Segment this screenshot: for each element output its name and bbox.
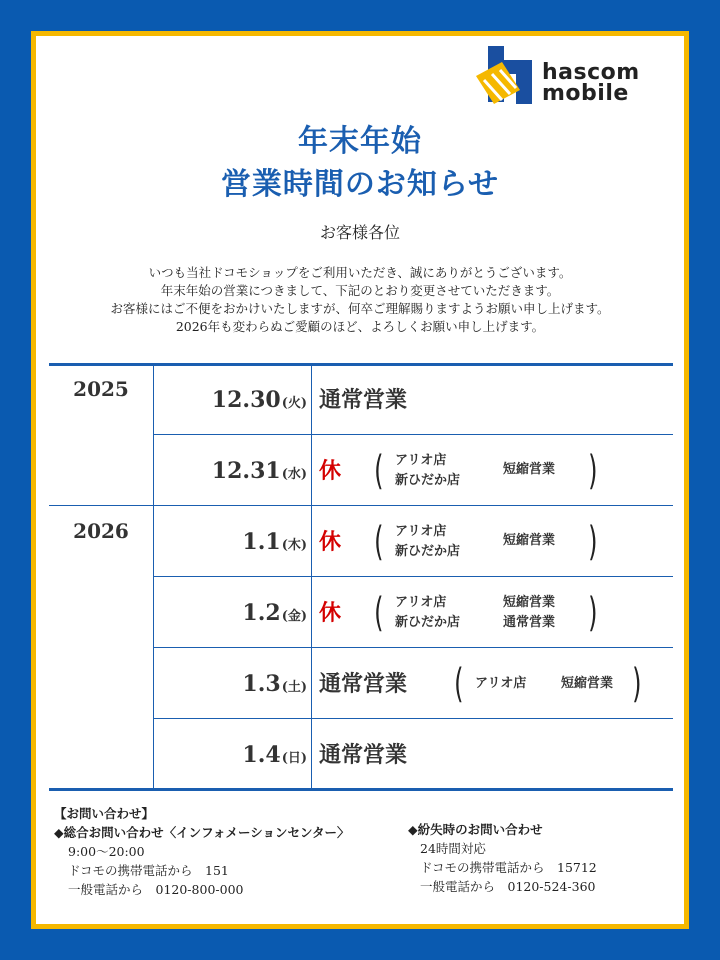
greeting: お客様各位 [319,223,400,242]
logo-text-hascom: hascom [542,60,640,85]
status-cell [311,507,669,578]
contact-general-landline: 一般電話から 0120-800-000 [68,882,244,897]
contact-general [54,804,350,899]
logo-text-mobile: mobile [542,81,629,106]
close-paren: ) [588,519,598,565]
status-cell [311,578,669,649]
store-name: アリオ店 [395,595,447,610]
day-of-week: (金) [281,609,307,624]
title-line-1: 年末年始 [298,124,422,159]
date-cell [153,578,307,649]
status-cell [311,365,669,436]
day-of-week: (木) [281,538,307,553]
open-paren: ( [374,590,384,636]
day-of-week: (水) [281,467,307,482]
contact-lost-landline: 一般電話から 0120-524-360 [420,879,596,894]
day-of-week: (日) [281,751,307,766]
day-of-week: (土) [281,680,307,695]
store-hours: 短縮営業 [503,533,556,548]
store-name: アリオ店 [395,524,447,539]
store-hours: 通常営業 [503,615,556,630]
open-paren: ( [374,448,384,494]
contact-general-hours: 9:00～20:00 [68,844,145,859]
store-hours: 短縮営業 [503,462,556,477]
store-hours: 短縮営業 [561,676,614,691]
day-of-week: (火) [281,396,307,411]
open-paren: ( [374,519,384,565]
message-line: 年末年始の営業につきまして、下記のとおり変更させていただきます。 [160,283,560,298]
close-paren: ) [632,661,642,707]
date-cell [153,720,307,791]
contact-lost-hours: 24時間対応 [420,841,486,856]
message-line: 2026年も変わらぬご愛顧のほど、よろしくお願い申し上げます。 [175,319,545,334]
date-value: 12.30 [211,387,281,413]
status-open: 通常営業 [319,743,408,768]
contact-general-docomo: ドコモの携帯電話から 151 [68,863,229,878]
date-cell [153,649,307,720]
store-name: アリオ店 [475,676,527,691]
contact-heading: 【お問い合わせ】 [54,806,155,821]
contact-lost-title: ◆紛失時のお問い合わせ [408,822,543,837]
status-closed: 休 [319,459,342,484]
title-line-2: 営業時間のお知らせ [220,167,500,202]
store-hours: 短縮営業 [503,595,556,610]
date-value: 1.2 [242,600,281,626]
status-closed: 休 [319,530,342,555]
date-value: 12.31 [211,458,281,484]
schedule-table [49,363,673,791]
message-line: いつも当社ドコモショップをご利用いただき、誠にありがとうございます。 [148,265,572,280]
store-name: 新ひだか店 [395,544,461,559]
date-value: 1.3 [242,671,281,697]
status-open: 通常営業 [319,388,408,413]
open-paren: ( [454,661,464,707]
date-value: 1.1 [242,529,281,555]
status-cell [311,720,669,791]
logo-wordmark [542,62,640,104]
year-2025: 2025 [73,377,129,401]
hascom-mobile-logo [476,44,676,104]
logo-mark-icon [476,44,540,106]
status-cell [311,436,669,507]
status-open: 通常営業 [319,672,408,697]
status-closed: 休 [319,601,342,626]
date-cell [153,436,307,507]
close-paren: ) [588,590,598,636]
contact-lost [408,820,597,896]
close-paren: ) [588,448,598,494]
store-name: 新ひだか店 [395,615,461,630]
year-2026: 2026 [73,519,129,543]
contact-lost-docomo: ドコモの携帯電話から 15712 [420,860,597,875]
message-body [36,264,684,336]
contact-general-title: ◆総合お問い合わせ〈インフォメーションセンター〉 [54,825,350,840]
message-line: お客様にはご不便をおかけいたしますが、何卒ご理解賜りますようお願い申し上げます。 [110,301,610,316]
date-cell [153,365,307,436]
notice-page [36,36,684,924]
status-cell [311,649,669,720]
date-cell [153,507,307,578]
store-name: アリオ店 [395,453,447,468]
date-value: 1.4 [242,742,281,768]
store-name: 新ひだか店 [395,473,461,488]
